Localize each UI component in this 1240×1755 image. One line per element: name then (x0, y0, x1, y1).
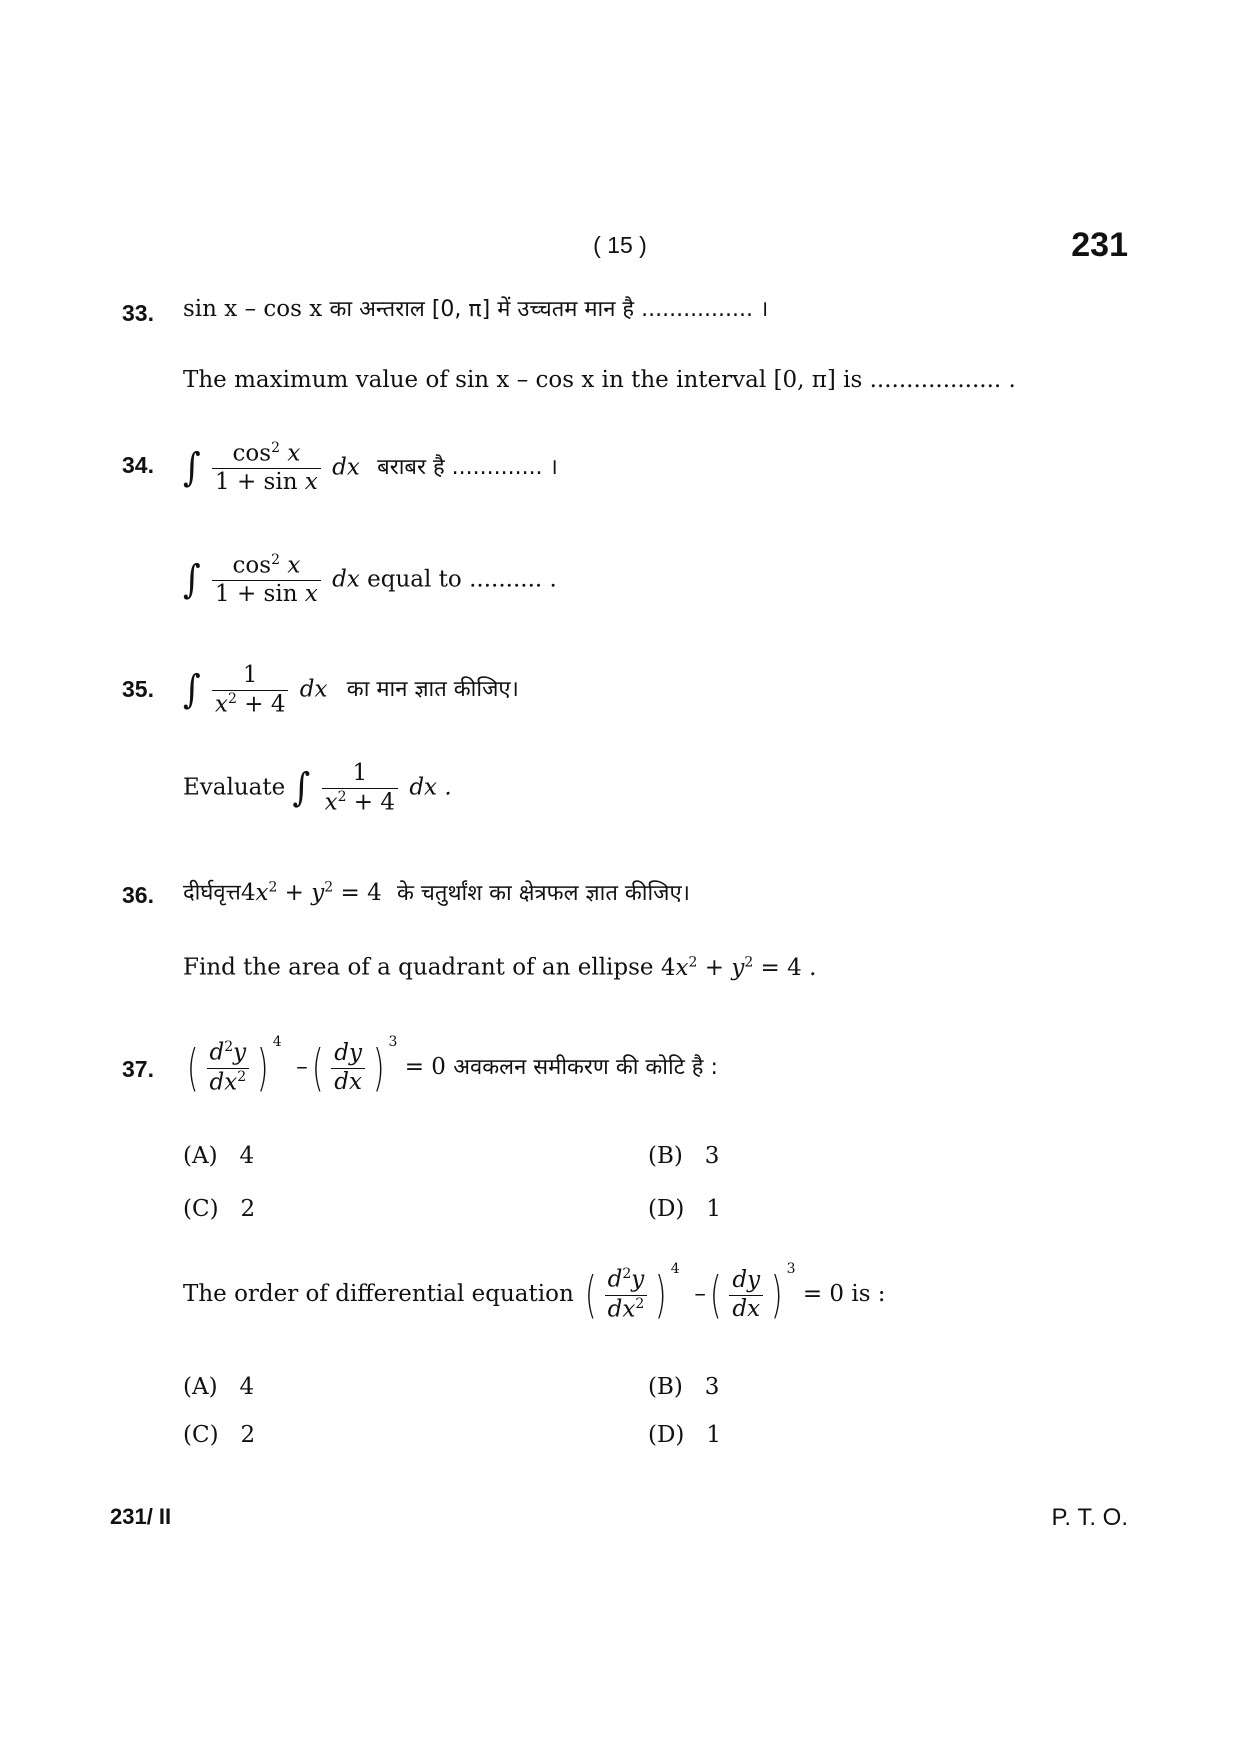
paper-code: 231 (1071, 226, 1128, 264)
q36-english-head: Find the area of a quadrant of an ellipse (183, 954, 654, 981)
q33-expr: sin x – cos x (183, 296, 323, 322)
option-label: (A) (183, 1374, 218, 1400)
option-value: 1 (706, 1422, 721, 1448)
option-b-en (648, 1374, 719, 1400)
option-value: 3 (704, 1143, 720, 1169)
question-36-english (183, 955, 816, 980)
q35-fraction-en: $\frac{1}{x^2 + 4}$ (322, 760, 398, 817)
option-value: 2 (240, 1196, 256, 1222)
question-37-hindi: ( $\frac{d^2y}{dx^2}$ ) $^4$ –( $\frac{dy}{dx}$ ) $^3$ = 0 अवकलन समीकरण की कोटि है : (186, 1034, 718, 1097)
footer-pto: P. T. O. (1051, 1504, 1128, 1531)
q33-hindi-text: का अन्तराल [0, π] में उच्चतम मान है ................ । (329, 297, 769, 322)
q34-fraction-en: $\frac{\cos^2 x}{\text{1 + sin x}}$ (212, 552, 321, 609)
integral-sign: ∫ (183, 445, 201, 492)
q34-hindi-tail: बराबर है ............. । (377, 455, 558, 481)
question-35-english (183, 760, 452, 817)
option-d-en (648, 1422, 721, 1448)
q34-dx: dx (332, 454, 360, 481)
q34-fraction: $\frac{\cos^2 x}{\text{1 + sin x}}$ (212, 440, 321, 497)
question-34-number: 34. (122, 452, 154, 478)
q35-fraction: $\frac{1}{x^2 + 4}$ (212, 662, 288, 719)
option-value: 4 (239, 1374, 255, 1400)
option-label: (B) (648, 1374, 683, 1400)
q37-d2y-fraction-en: $\frac{d^2y}{dx^2}$ (605, 1266, 648, 1324)
q37-dy-fraction-en: $\frac{dy}{dx}$ (729, 1267, 763, 1323)
option-value: 2 (240, 1422, 256, 1448)
question-36-hindi (183, 880, 690, 905)
q37-english-tail: = 0 is : (802, 1281, 886, 1307)
footer-paper-code: 231/ II (110, 1504, 172, 1529)
option-c (183, 1196, 255, 1222)
q36-hindi-tail: के चतुर्थांश का क्षेत्रफल ज्ञात कीजिए। (397, 880, 690, 906)
q37-english-head: The order of differential equation (183, 1281, 574, 1307)
q35-hindi-tail: का मान ज्ञात कीजिए। (346, 677, 519, 703)
q37-eq-tail: = 0 (404, 1054, 446, 1080)
q34-dx-en: dx (332, 566, 360, 593)
option-a (183, 1143, 254, 1169)
q36-hindi-head: दीर्घवृत्त (183, 880, 241, 906)
question-34-english (183, 552, 557, 609)
question-35-hindi (183, 662, 519, 719)
option-d (648, 1196, 721, 1222)
question-36-number: 36. (122, 882, 154, 908)
option-label: (C) (183, 1422, 219, 1448)
question-33-english: The maximum value of sin x – cos x in the interval [0, π] is .................. . (183, 367, 1016, 393)
integral-sign: ∫ (183, 557, 201, 604)
option-label: (D) (648, 1196, 685, 1222)
q37-dy-fraction: $\frac{dy}{dx}$ (331, 1040, 365, 1096)
question-33-hindi (183, 298, 768, 321)
option-value: 3 (704, 1374, 720, 1400)
q36-equation: $4x^2 + y^2 = 4$ (240, 879, 382, 906)
q36-english-eq: $4x^2 + y^2 = 4$ . (660, 954, 817, 981)
option-label: (D) (648, 1422, 685, 1448)
q37-hindi-tail: अवकलन समीकरण की कोटि है : (453, 1055, 718, 1080)
question-37-number: 37. (122, 1056, 154, 1082)
q35-dx-en: dx . (409, 774, 452, 801)
q37-d2y-fraction: $\frac{d^2y}{dx^2}$ (207, 1039, 250, 1097)
q34-english-tail: equal to .......... . (367, 566, 557, 593)
option-value: 1 (706, 1196, 721, 1222)
option-label: (B) (648, 1143, 683, 1169)
option-b (648, 1143, 719, 1169)
question-34-hindi (183, 440, 558, 497)
q35-english-head: Evaluate (183, 774, 286, 801)
question-37-english: The order of differential equation ( $\frac{d^2y}{dx^2}$ ) $^4$ –( $\frac{dy}{dx}$ ) $^3$ = 0 is : (183, 1261, 886, 1324)
option-label: (C) (183, 1196, 219, 1222)
option-label: (A) (183, 1143, 218, 1169)
integral-sign: ∫ (183, 667, 201, 714)
q35-dx: dx (299, 676, 328, 703)
page-number: ( 15 ) (593, 232, 647, 258)
question-33-number: 33. (122, 300, 154, 326)
option-c-en (183, 1422, 255, 1448)
question-35-number: 35. (122, 676, 154, 702)
option-value: 4 (239, 1143, 255, 1169)
integral-sign: ∫ (292, 765, 311, 812)
option-a-en (183, 1374, 254, 1400)
